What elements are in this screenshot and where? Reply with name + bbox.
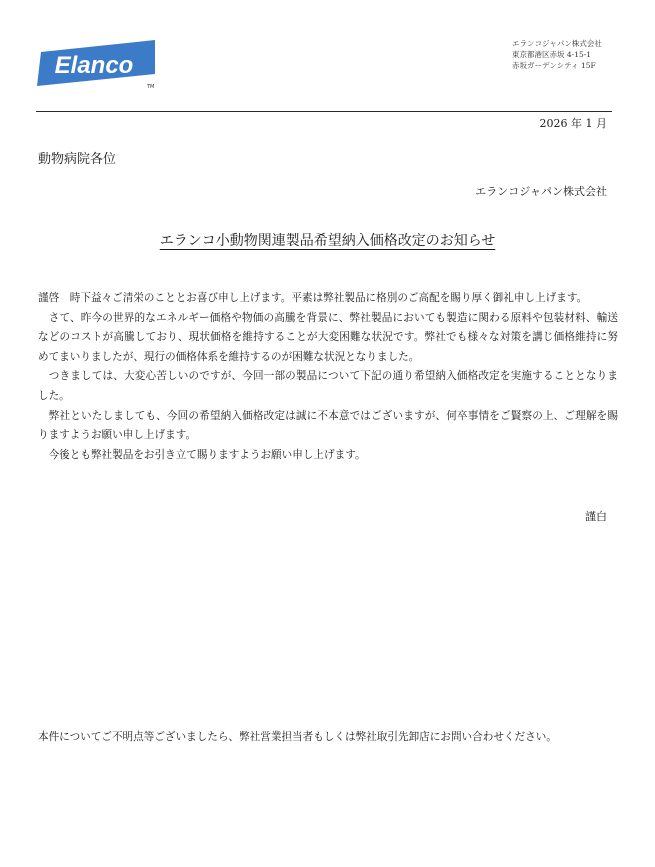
contact-note: 本件についてご不明点等ございましたら、弊社営業担当者もしくは弊社取引先卸店にお問い合わせください。 [38, 731, 557, 743]
company-address-line2: 赤坂ガーデンシティ 15F [512, 61, 596, 70]
paragraph-announcement: つきましては、大変心苦しいのですが、今回一部の製品について下記の通り希望納入価格改定を実施することとなりました。 [38, 370, 618, 402]
logo-text: Elanco [54, 52, 134, 79]
elanco-logo-mark [37, 40, 159, 86]
elanco-logo [37, 40, 159, 86]
logo-trademark: TM [147, 84, 155, 90]
document-title [0, 230, 655, 250]
letter-body [38, 289, 618, 465]
addressee: 動物病院各位 [38, 152, 117, 167]
closing-phrase: 謹白 [585, 510, 607, 523]
document-title-text: エランコ小動物関連製品希望納入価格改定のお知らせ [159, 233, 496, 249]
paragraph-request: 今後とも弊社製品をお引き立て賜りますようお願い申し上げます。 [38, 448, 366, 461]
company-address-line1: 東京都港区赤坂 4-15-1 [512, 50, 592, 59]
paragraph-background: さて、昨今の世界的なエネルギー価格や物価の高騰を背景に、弊社製品においても製造に関わる原料や包装材料、輸送などのコストが高騰しており、現状価格を維持することが大変困難な状況です。弊社でも様々な対策を講じ価格維持に努めてまいりましたが、現行の価格体系を維持するのが困難な状況となりました。 [38, 311, 618, 363]
paragraph-greeting: 謹啓 時下益々ご清栄のこととお喜び申し上げます。平素は弊社製品に格別のご高配を賜り厚く御礼申し上げます。 [38, 292, 588, 304]
letter-date: 2026 年 1 月 [539, 117, 607, 130]
company-header [512, 38, 602, 71]
company-header-name: エランコジャパン株式会社 [512, 39, 602, 48]
paragraph-apology: 弊社といたしましても、今回の希望納入価格改定は誠に不本意ではございますが、何卒事情をご賢察の上、ご理解を賜りますようお願い申し上げます。 [38, 409, 618, 442]
header-divider [36, 111, 612, 112]
sender-name: エランコジャパン株式会社 [475, 185, 607, 198]
